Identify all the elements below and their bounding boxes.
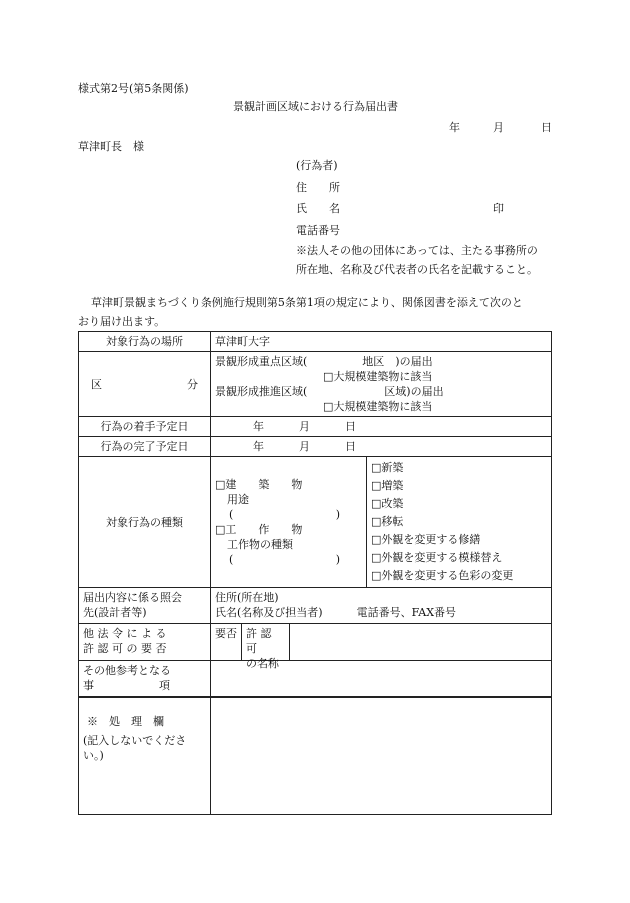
seal-mark: 印: [493, 202, 504, 215]
building-option: □建 築 物: [215, 478, 303, 491]
option-color-change: □外観を変更する色彩の変更: [371, 569, 514, 582]
location-value: 草津町大字: [211, 332, 552, 352]
zone-secondary: 景観形成推進区域( 区域)の届出: [215, 385, 444, 398]
structure-paren: ( ): [229, 553, 340, 566]
processing-label: ※ 処 理 欄 (記入しないでください。): [79, 697, 211, 815]
option-extension: □増築: [371, 479, 404, 492]
notification-table: [78, 331, 552, 815]
applicant-note-2: 所在地、名称及び代表者の氏名を記載すること。: [296, 263, 538, 276]
option-repair: □外観を変更する修繕: [371, 533, 481, 546]
applicant-note-1: ※法人その他の団体にあっては、主たる事務所の: [296, 244, 538, 257]
option-relocation: □移転: [371, 515, 404, 528]
start-date-value: 年 月 日: [211, 417, 552, 437]
structure-option: □工 作 物: [215, 523, 303, 536]
contact-address: 住所(所在地): [215, 591, 279, 604]
action-type-label: 対象行為の種類: [79, 457, 211, 588]
zone-secondary-check: □大規模建築物に該当: [323, 400, 433, 413]
applicant-address-label: 住 所: [296, 181, 340, 194]
start-date-label: 行為の着手予定日: [79, 417, 211, 437]
date-year: 年: [449, 121, 460, 134]
zone-cell: [211, 352, 552, 417]
location-label: 対象行為の場所: [79, 332, 211, 352]
structure-type-label: 工作物の種類: [227, 538, 293, 551]
contact-label: 届出内容に係る照会 先(設計者等): [79, 588, 211, 624]
use-label: 用途: [227, 493, 249, 506]
option-new: □新築: [371, 461, 404, 474]
end-date-value: 年 月 日: [211, 437, 552, 457]
applicant-heading: (行為者): [296, 159, 338, 172]
document-title: 景観計画区域における行為届出書: [233, 100, 398, 113]
processing-value: [211, 697, 552, 815]
action-options: [367, 457, 552, 588]
use-paren: ( ): [229, 508, 340, 521]
addressee: 草津町長 様: [78, 140, 144, 153]
option-rebuild: □改築: [371, 497, 404, 510]
body-text-1: 草津町景観まちづくり条例施行規則第5条第1項の規定により、関係図書を添えて次のと: [91, 296, 523, 309]
law-permit-cell: [242, 624, 552, 670]
zone-primary: 景観形成重点区域( 地区 )の届出: [215, 355, 433, 368]
contact-name-phone: 氏名(名称及び担当者) 電話番号、FAX番号: [215, 606, 457, 619]
option-remodel: □外観を変更する模様替え: [371, 551, 503, 564]
zone-label: 区 分: [79, 352, 211, 417]
form-number: 様式第2号(第5条関係): [78, 82, 189, 95]
applicant-name-label: 氏 名: [296, 202, 340, 215]
date-month: 月: [493, 121, 504, 134]
body-text-2: おり届け出ます。: [78, 315, 166, 328]
date-day: 日: [541, 121, 552, 134]
law-need-cell: 要否: [211, 624, 242, 661]
contact-cell: [211, 588, 552, 624]
other-law-label: 他 法 令 に よ る 許 認 可 の 要 否: [79, 624, 211, 661]
object-cell: [211, 457, 367, 588]
law-permit-label: 許 認 可 の名称: [242, 624, 290, 660]
end-date-label: 行為の完了予定日: [79, 437, 211, 457]
applicant-phone-label: 電話番号: [296, 224, 340, 237]
other-reference-label: その他参考となる 事 項: [79, 661, 211, 697]
zone-primary-check: □大規模建築物に該当: [323, 370, 433, 383]
